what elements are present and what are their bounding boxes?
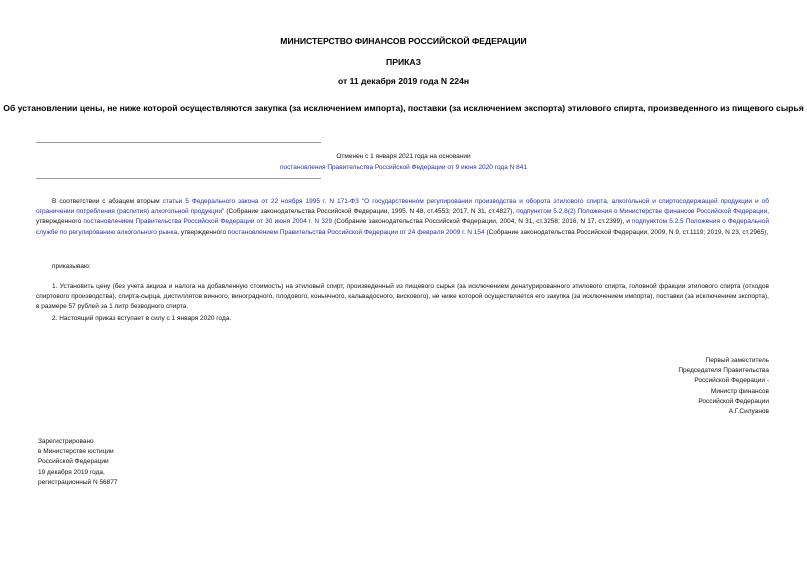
law-171-fz-link[interactable]: статьи 5 Федерального закона от 22 ноября 1995 г. N 171-ФЗ "О государственном регулировании производства и оборота этилового спирта, алкогольной и спиртосодержащей продукции и об ограничении потребления (распития) алкогольной продукции" xyxy=(36,198,769,216)
signature-line: Первый заместитель xyxy=(705,357,769,364)
document-date-heading: от 11 декабря 2019 года N 224н xyxy=(337,76,470,86)
preamble-text-6: (Собрание законодательства Российской Федерации, 2009, N 9, ст.1119; 2019, N 23, ст.2965), xyxy=(484,228,769,236)
separator-bottom xyxy=(36,178,321,179)
preamble-paragraph xyxy=(36,197,769,238)
minfin-regulation-link[interactable]: подпунктом 5.2.8(2) Положения о Министерстве финансов Российской Федерации xyxy=(516,208,768,216)
signature-line: Российской Федерации - xyxy=(694,377,769,385)
fsrar-regulation-link[interactable]: подпунктом 5.2.5 Положения о Федеральной службе по регулированию алкогольного рынка xyxy=(36,218,769,236)
registration-date: 19 декабря 2019 года, xyxy=(38,468,105,476)
signature-line: Министр финансов xyxy=(710,387,769,395)
preamble-text-1: В соответствии с абзацем вторым xyxy=(52,198,163,205)
registration-line: в Министерстве юстиции xyxy=(38,448,114,456)
order-item-2: 2. Настоящий приказ вступает в силу с 1 января 2020 года. xyxy=(52,315,232,322)
separator-top xyxy=(36,142,321,143)
order-item-1: 1. Установить цену (без учета акциза и налога на добавленную стоимость) на этиловый спирт, произведенный из пищевого сырья (за исключением денатурированного этилового спирта, головной фракции этилового спирта (отходов спиртового производства), спирта-сырца, дистиллятов винного, виноградного, плодового, коньячного, кальвадосного, вискового), не ниже которой осуществляется его закупка (за исключением импорта), поставки (за исключением экспорта), в размере 57 рублей за 1 литр безводного спирта. xyxy=(36,283,769,311)
cancellation-link[interactable]: постановления Правительства Российской Федерации от 9 июня 2020 года N 841 xyxy=(280,164,527,171)
registration-number: регистрационный N 56877 xyxy=(38,478,118,486)
signatory-name: А.Г.Силуанов xyxy=(728,408,769,416)
ministry-heading: МИНИСТЕРСТВО ФИНАНСОВ РОССИЙСКОЙ ФЕДЕРАЦИИ xyxy=(280,36,527,46)
cancellation-link-line xyxy=(0,164,807,172)
document-type-heading: ПРИКАЗ xyxy=(386,57,421,67)
orders-label: приказываю: xyxy=(52,263,91,270)
preamble-text-5: , утвержденного xyxy=(177,228,228,236)
preamble-text-3: , утвержденного xyxy=(36,208,769,226)
cancellation-note: Отменен с 1 января 2021 года на основании xyxy=(336,153,471,160)
signature-line: Председателя Правительства xyxy=(678,367,769,375)
preamble-text-4: (Собрание законодательства Российской Федерации, 2004, N 31, ст.3258; 2016, N 17, ст.2399), и xyxy=(332,218,633,226)
resolution-329-link[interactable]: постановлением Правительства Российской Федерации от 30 июня 2004 г. N 329 xyxy=(83,218,333,226)
signature-block xyxy=(678,356,769,417)
document-subject-heading: Об установлении цены, не ниже которой осуществляются закупка (за исключением импорта), поставки (за исключением экспорта) этилового спирта, произведенного из пищевого сырья xyxy=(3,103,804,113)
signature-line: Российской Федерации xyxy=(698,397,769,405)
registration-block xyxy=(38,437,118,488)
preamble-text-2: (Собрание законодательства Российской Федерации, 1995, N 48, ст.4553; 2017, N 31, ст.4827), xyxy=(224,208,517,216)
resolution-154-link[interactable]: постановлением Правительства Российской Федерации от 24 февраля 2009 г. N 154 xyxy=(227,228,485,236)
registration-line: Российской Федерации xyxy=(38,458,109,466)
registration-line: Зарегистрировано xyxy=(38,438,94,445)
